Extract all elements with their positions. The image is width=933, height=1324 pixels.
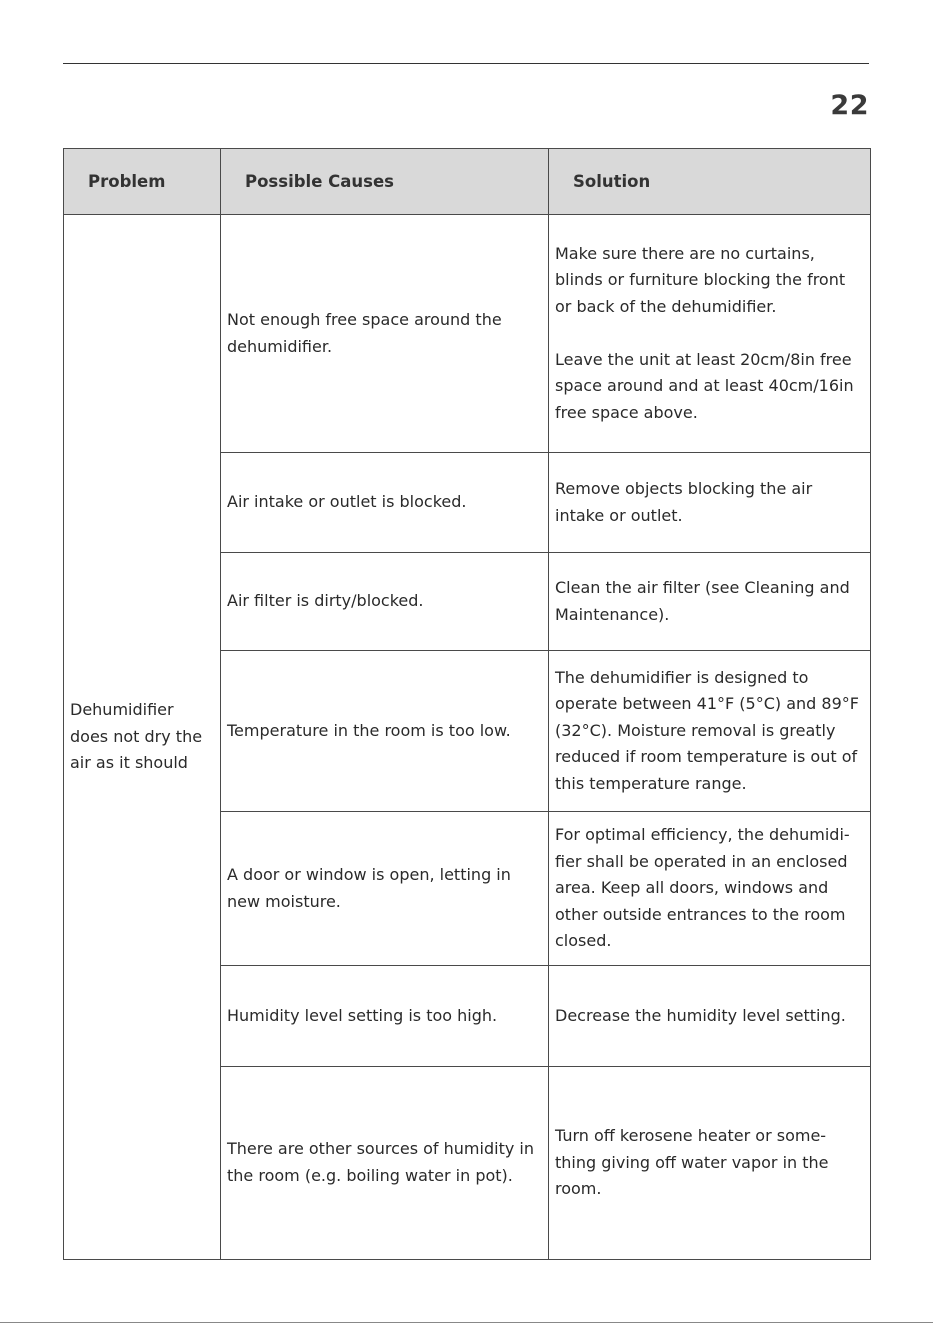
solution-cell bbox=[549, 553, 871, 651]
cause-cell: Humidity level setting is too high. bbox=[221, 966, 549, 1067]
page-number: 22 bbox=[830, 90, 869, 121]
solution-text: The dehumidifier is designed to operate between 41°F (5°C) and 89°F (32°C). Moisture removal is greatly reduced if room temperature is out of this temperature range. bbox=[555, 667, 859, 793]
cause-cell: Air filter is dirty/blocked. bbox=[221, 553, 549, 651]
solution-text: Decrease the humidity level setting. bbox=[555, 1005, 846, 1025]
cause-cell: Not enough free space around the dehumidifier. bbox=[221, 215, 549, 453]
solution-cell bbox=[549, 651, 871, 812]
solution-cell bbox=[549, 1067, 871, 1260]
solution-cell bbox=[549, 812, 871, 966]
solution-cell bbox=[549, 966, 871, 1067]
problem-cell: Dehumidifier does not dry the air as it should bbox=[64, 215, 221, 1260]
header-solution: Solution bbox=[549, 149, 871, 215]
table-header-row bbox=[64, 149, 871, 215]
header-problem: Problem bbox=[64, 149, 221, 215]
solution-text: For optimal efficiency, the dehumidi-fier shall be operated in an enclosed area. Keep all doors, windows and other outside entrances to the room closed. bbox=[555, 825, 850, 951]
solution-text: Remove objects blocking the air intake or outlet. bbox=[555, 478, 813, 525]
header-rule bbox=[63, 63, 869, 64]
solution-text: Turn off kerosene heater or some-thing giving off water vapor in the room. bbox=[555, 1126, 829, 1199]
solution-cell bbox=[549, 215, 871, 453]
solution-text: Make sure there are no curtains, blinds or furniture blocking the front or back of the dehumidifier. bbox=[555, 243, 846, 316]
cause-cell: Temperature in the room is too low. bbox=[221, 651, 549, 812]
cause-cell: A door or window is open, letting in new moisture. bbox=[221, 812, 549, 966]
header-possible-causes: Possible Causes bbox=[221, 149, 549, 215]
footer-rule bbox=[0, 1322, 933, 1323]
table-row bbox=[64, 215, 871, 453]
troubleshooting-table bbox=[63, 148, 871, 1260]
solution-cell bbox=[549, 453, 871, 553]
solution-text: Clean the air filter (see Cleaning and Maintenance). bbox=[555, 577, 850, 624]
solution-text: Leave the unit at least 20cm/8in free space around and at least 40cm/16in free space above. bbox=[555, 349, 854, 422]
cause-cell: There are other sources of humidity in the room (e.g. boiling water in pot). bbox=[221, 1067, 549, 1260]
cause-cell: Air intake or outlet is blocked. bbox=[221, 453, 549, 553]
